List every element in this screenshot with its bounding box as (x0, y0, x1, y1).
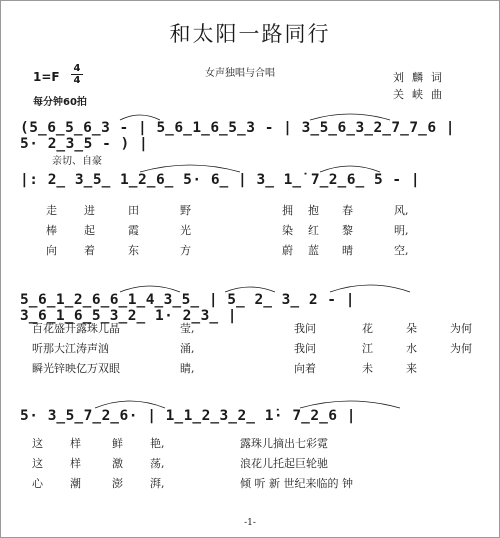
slur-line-3 (20, 278, 490, 294)
song-title: 和太阳一路同行 (169, 22, 331, 46)
notation-line-2: |: 2̲ 3̲5̲ 1̲2̲6̲ 5· 6̲ | 3̲ 1̲̇ 7̲2̲6̲ 5 - | (20, 172, 421, 188)
notation-line-3: 5̲6̲1̲2̲6̲6̲1̲4̲3̲5̲ | 5̲ 2̲ 3̲ 2 - | 3̲6̲1̲6̲5̲3̲2̲ 1· 2̲3̲ | (20, 292, 356, 324)
page-number: -1- (244, 518, 256, 528)
lyricist-credit: 刘麟词 (393, 71, 450, 84)
composer-credit: 关峡曲 (393, 88, 450, 101)
tempo-marking: 每分钟60拍 (33, 97, 87, 108)
performance-note: 女声独唱与合唱 (205, 68, 275, 79)
time-signature-top: 4 (73, 63, 81, 74)
time-signature-bottom: 4 (73, 75, 81, 86)
slur-line-2 (90, 160, 450, 174)
slur-line-4 (20, 394, 490, 410)
slur-line-1 (110, 110, 410, 122)
notation-line-1: (5̲6̲5̲6̲3 - | 5̲6̲1̲6̲5̲3 - | 3̲5̲6̲3̲2̲7̲7̲6 | 5· 2̲3̲5 - ) | (20, 120, 456, 152)
time-signature (71, 63, 83, 86)
notation-line-4: 5· 3̲5̲7̲2̲6· | 1̲1̲2̲3̲2̲ 1̇· 7̲2̲6 | (20, 408, 357, 424)
expression-marking: 亲切、自豪 (52, 156, 102, 167)
key-signature: 1=F (33, 70, 60, 84)
